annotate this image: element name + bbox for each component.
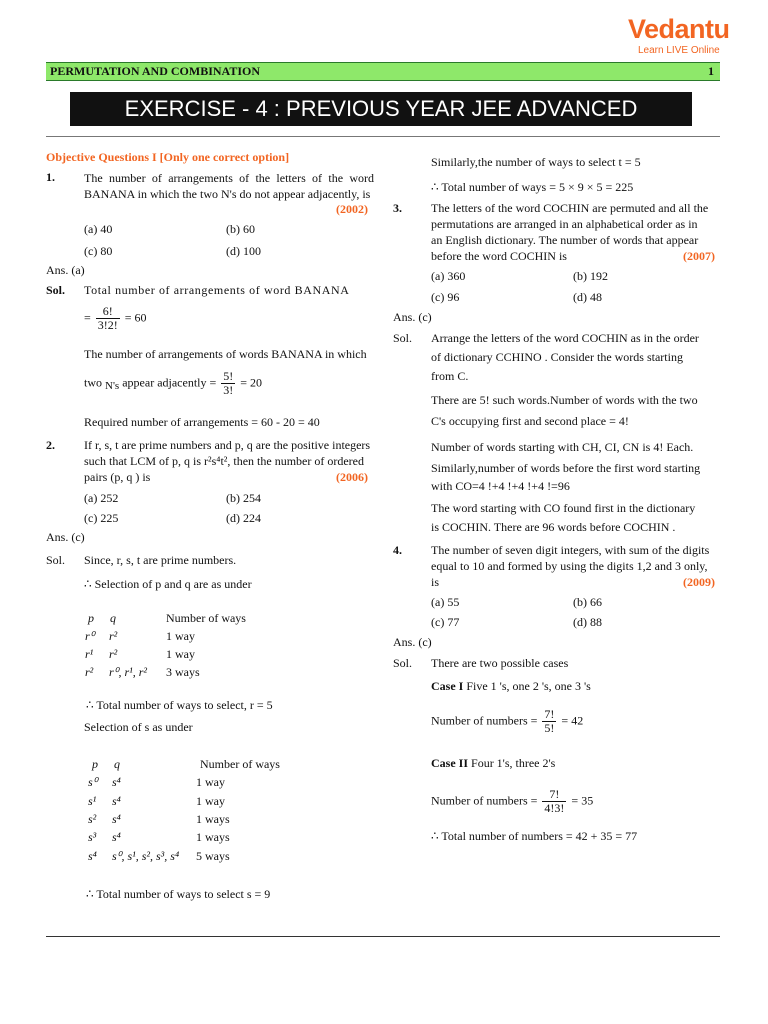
q3-option-d: (d) 48 bbox=[573, 290, 602, 304]
q3-sol-line3: from C. bbox=[431, 369, 469, 383]
t2-head-q: q bbox=[114, 757, 120, 771]
q2-text-line3: pairs (p, q ) is bbox=[84, 470, 151, 484]
result: = 42 bbox=[561, 713, 584, 728]
text: two bbox=[84, 375, 102, 390]
t2-r4-p: s⁴ bbox=[88, 849, 97, 863]
q3-sol-line8: with CO=4 !+4 !+4 !+4 !=96 bbox=[431, 479, 570, 493]
brand-tagline: Learn LIVE Online bbox=[638, 45, 720, 56]
q1-fraction1 bbox=[84, 305, 147, 332]
t1-head-p: p bbox=[88, 611, 94, 625]
q1-option-a: (a) 40 bbox=[84, 222, 113, 236]
q2-answer: Ans. (c) bbox=[46, 530, 85, 544]
q1-sol-label: Sol. bbox=[46, 283, 66, 297]
chapter-header bbox=[46, 62, 720, 81]
q4-option-a: (a) 55 bbox=[431, 595, 460, 609]
t1-head-q: q bbox=[110, 611, 116, 625]
t2-r0-q: s⁴ bbox=[112, 775, 121, 789]
t2-r0-p: s⁰ bbox=[88, 775, 98, 789]
numerator: 7! bbox=[542, 788, 566, 802]
denominator: 4!3! bbox=[544, 801, 565, 815]
text: N's bbox=[105, 380, 120, 393]
result: = 60 bbox=[124, 310, 147, 325]
q3-year: (2007) bbox=[683, 249, 715, 263]
t2-r2-p: s² bbox=[88, 812, 97, 826]
t2-r4-ways: 5 ways bbox=[196, 849, 230, 863]
q1-option-b: (b) 60 bbox=[226, 222, 255, 236]
t2-head-ways: Number of ways bbox=[200, 757, 280, 771]
fraction bbox=[542, 708, 556, 735]
t1-r0-q: r² bbox=[109, 629, 118, 643]
q3-sol-label: Sol. bbox=[393, 331, 413, 345]
t1-r2-p: r² bbox=[85, 665, 94, 679]
t2-r1-p: s¹ bbox=[88, 794, 97, 808]
t2-r1-q: s⁴ bbox=[112, 794, 121, 808]
denominator: 3!2! bbox=[97, 318, 118, 332]
numerator: 7! bbox=[544, 707, 555, 721]
q4-case1 bbox=[431, 679, 591, 694]
q4-sol-line1: There are two possible cases bbox=[431, 656, 569, 670]
q4-text-line2: equal to 10 and formed by using the digits 1,2 and 3 only, bbox=[431, 559, 708, 573]
q4-answer: Ans. (c) bbox=[393, 635, 432, 649]
text: appear adjacently = bbox=[122, 375, 217, 390]
fraction bbox=[221, 370, 235, 397]
t1-r1-p: r¹ bbox=[85, 647, 94, 661]
q3-sol-line10: is COCHIN. There are 96 words before COCHIN . bbox=[431, 520, 676, 534]
t2-r2-ways: 1 ways bbox=[196, 812, 230, 826]
q3-text-line1: The letters of the word COCHIN are permuted and all the bbox=[431, 201, 709, 215]
q3-sol-line5: C's occupying first and second place = 4! bbox=[431, 414, 629, 428]
result: = 20 bbox=[240, 375, 263, 390]
q1-number: 1. bbox=[46, 170, 55, 184]
case1-text: Five 1 's, one 2 's, one 3 's bbox=[466, 679, 591, 693]
t2-r2-q: s⁴ bbox=[112, 812, 121, 826]
q4-option-d: (d) 88 bbox=[573, 615, 602, 629]
q1-sol-line4: Required number of arrangements = 60 - 20 = 40 bbox=[84, 415, 320, 429]
fraction bbox=[542, 788, 566, 815]
q2-sol-line1: Since, r, s, t are prime numbers. bbox=[84, 553, 237, 567]
q4-case1-fraction bbox=[431, 708, 583, 735]
numerator: 6! bbox=[96, 305, 120, 319]
q3-option-b: (b) 192 bbox=[573, 269, 608, 283]
q4-option-b: (b) 66 bbox=[573, 595, 602, 609]
q3-text-line4: before the word COCHIN is bbox=[431, 249, 567, 263]
q3-text-line3: an English dictionary. The number of words that appear bbox=[431, 233, 699, 247]
exercise-title: EXERCISE - 4 : PREVIOUS YEAR JEE ADVANCED QUESTIONS bbox=[70, 92, 692, 126]
q4-case2 bbox=[431, 756, 555, 771]
q3-text-line2: permutations are arranged in an alphabetical order as in bbox=[431, 217, 698, 231]
q4-year: (2009) bbox=[683, 575, 715, 589]
q4-sol-label: Sol. bbox=[393, 656, 413, 670]
q3-option-a: (a) 360 bbox=[431, 269, 466, 283]
t2-r3-p: s³ bbox=[88, 830, 97, 844]
t2-r3-q: s⁴ bbox=[112, 830, 121, 844]
t1-r1-ways: 1 way bbox=[166, 647, 195, 661]
t1-r1-q: r² bbox=[109, 647, 118, 661]
q4-option-c: (c) 77 bbox=[431, 615, 460, 629]
result: = 35 bbox=[571, 793, 594, 808]
t2-head-p: p bbox=[92, 757, 98, 771]
eq-sign: = bbox=[84, 310, 91, 325]
numerator: 5! bbox=[223, 369, 234, 383]
q2-text-line1: If r, s, t are prime numbers and p, q are the positive integers bbox=[84, 438, 371, 452]
text: Number of numbers = bbox=[431, 713, 538, 728]
q4-total: ∴ Total number of numbers = 42 + 35 = 77 bbox=[431, 829, 638, 843]
q3-sol-line4: There are 5! such words.Number of words with the two bbox=[431, 393, 698, 407]
case1-label: Case I bbox=[431, 679, 464, 693]
q4-number: 4. bbox=[393, 543, 402, 557]
q3-sol-line7: Similarly,number of words before the first word starting bbox=[431, 461, 701, 475]
t2-r0-ways: 1 way bbox=[196, 775, 225, 789]
q4-case2-fraction bbox=[431, 788, 593, 815]
q1-sol-line2: The number of arrangements of words BANANA in which bbox=[84, 347, 367, 361]
t2-r3-ways: 1 ways bbox=[196, 830, 230, 844]
q2-sol-line7: ∴ Total number of ways = 5 × 9 × 5 = 225 bbox=[431, 180, 634, 194]
t1-r2-q: r⁰, r¹, r² bbox=[109, 665, 148, 679]
q2-year: (2006) bbox=[336, 470, 368, 484]
q2-number: 2. bbox=[46, 438, 55, 452]
q2-sol-line2: ∴ Selection of p and q are as under bbox=[84, 577, 252, 591]
chapter-title: PERMUTATION AND COMBINATION bbox=[50, 64, 261, 78]
brand-logo bbox=[618, 14, 728, 58]
q1-option-c: (c) 80 bbox=[84, 244, 113, 258]
q2-sol-line3: ∴ Total number of ways to select, r = 5 bbox=[86, 698, 273, 712]
q2-sol-line5: ∴ Total number of ways to select s = 9 bbox=[86, 887, 271, 901]
q2-sol-line4: Selection of s as under bbox=[84, 720, 193, 734]
q1-sol-line1: Total number of arrangements of word BANANA bbox=[84, 283, 350, 297]
t1-r2-ways: 3 ways bbox=[166, 665, 200, 679]
q3-sol-line1: Arrange the letters of the word COCHIN as in the order bbox=[431, 331, 699, 345]
q1-year: (2002) bbox=[336, 202, 368, 216]
q4-text-line3: is bbox=[431, 575, 440, 589]
text: Number of numbers = bbox=[431, 793, 538, 808]
q2-option-c: (c) 225 bbox=[84, 511, 119, 525]
t2-r1-ways: 1 way bbox=[196, 794, 225, 808]
q1-option-d: (d) 100 bbox=[226, 244, 261, 258]
section-heading: Objective Questions I [Only one correct option] bbox=[46, 150, 290, 164]
t1-r0-p: r⁰ bbox=[85, 629, 95, 643]
q2-sol-line6: Similarly,the number of ways to select t = 5 bbox=[431, 155, 641, 169]
t1-r0-ways: 1 way bbox=[166, 629, 195, 643]
q3-option-c: (c) 96 bbox=[431, 290, 460, 304]
q2-option-d: (d) 224 bbox=[226, 511, 261, 525]
t2-r4-q: s⁰, s¹, s², s³, s⁴ bbox=[112, 849, 180, 863]
case2-label: Case II bbox=[431, 756, 469, 770]
q3-sol-line9: The word starting with CO found first in the dictionary bbox=[431, 501, 696, 515]
q1-text: The number of arrangements of the letters of the word BANANA in which the two N's do not appear adjacently, is bbox=[84, 171, 374, 201]
denominator: 5! bbox=[544, 721, 555, 735]
q2-option-a: (a) 252 bbox=[84, 491, 119, 505]
q3-sol-line6: Number of words starting with CH, CI, CN is 4! Each. bbox=[431, 440, 694, 454]
q3-number: 3. bbox=[393, 201, 402, 215]
fraction bbox=[96, 305, 120, 332]
q3-sol-line2: of dictionary CCHINO . Consider the words starting bbox=[431, 350, 683, 364]
t1-head-ways: Number of ways bbox=[166, 611, 246, 625]
case2-text: Four 1's, three 2's bbox=[471, 756, 556, 770]
q3-answer: Ans. (c) bbox=[393, 310, 432, 324]
q1-fraction2 bbox=[84, 370, 262, 397]
footer-divider bbox=[46, 936, 720, 937]
q1-answer: Ans. (a) bbox=[46, 263, 85, 277]
page-number: 1 bbox=[708, 64, 714, 78]
q2-sol-label: Sol. bbox=[46, 553, 66, 567]
divider bbox=[46, 136, 720, 137]
q4-text-line1: The number of seven digit integers, with sum of the digits bbox=[431, 543, 710, 557]
q2-text-line2: such that LCM of p, q is r²s⁴t², then the number of ordered bbox=[84, 454, 364, 468]
q2-option-b: (b) 254 bbox=[226, 491, 261, 505]
brand-name: Vedantu bbox=[628, 14, 730, 44]
denominator: 3! bbox=[223, 383, 234, 397]
